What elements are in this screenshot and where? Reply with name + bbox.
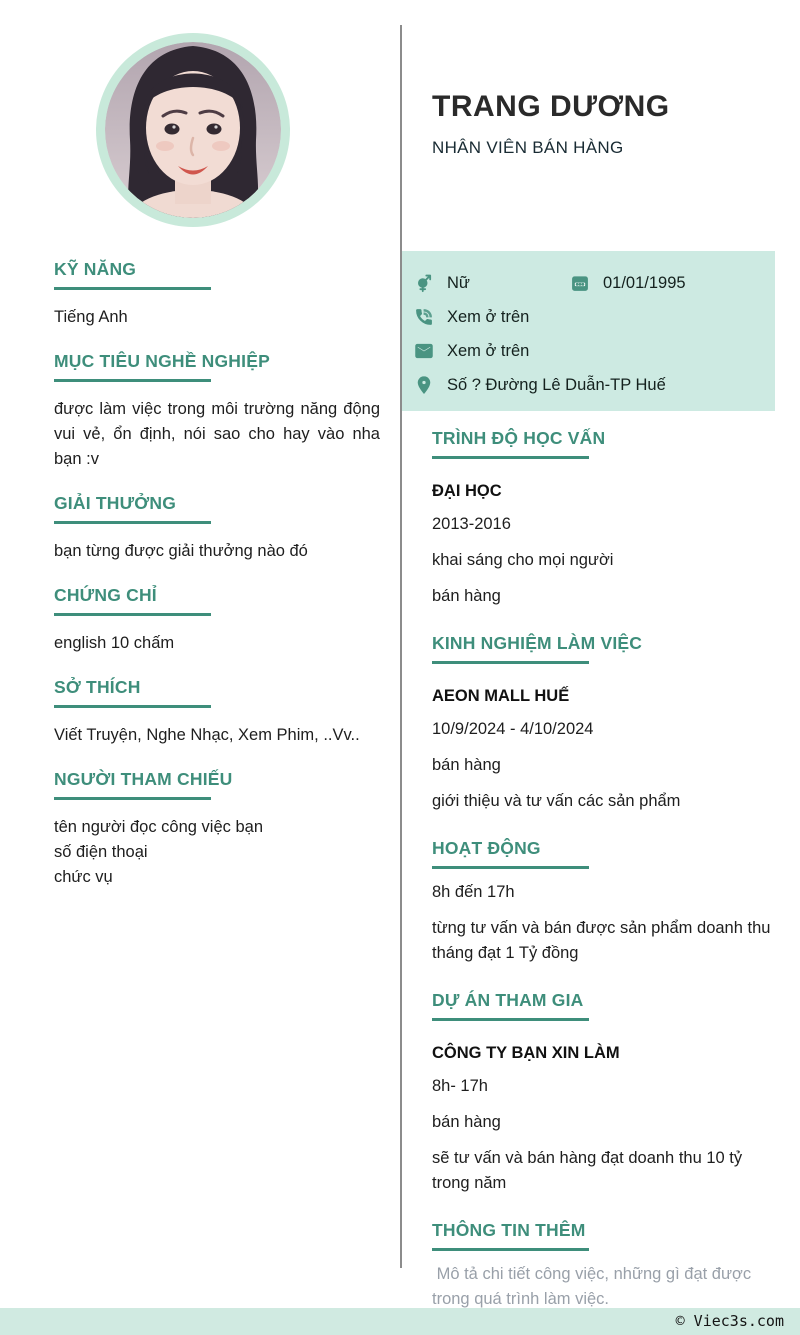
heading-rule [54, 705, 211, 708]
entry-line: bán hàng [432, 587, 501, 605]
heading-rule [54, 521, 211, 524]
section-text: bạn từng được giải thưởng nào đó [54, 542, 308, 560]
section-text: english 10 chấm [54, 634, 175, 652]
section-text: Viết Truyện, Nghe Nhạc, Xem Phim, ..Vv.. [54, 726, 360, 744]
entry-line: khai sáng cho mọi người [432, 551, 614, 569]
placeholder-text: Mô tả chi tiết công việc, những gì đạt được trong quá trình làm việc. [432, 1265, 756, 1308]
heading-rule [432, 866, 589, 869]
footer-credit: © Viec3s.com [675, 1312, 784, 1330]
contact-row-email [414, 334, 769, 368]
gender-value: Nữ [447, 273, 470, 292]
heading-rule [432, 1248, 589, 1251]
entry-line: từng tư vấn và bán được sản phẩm doanh thu tháng đạt 1 Tỷ đồng [432, 919, 771, 962]
heading-rule [432, 1018, 589, 1021]
contact-box [402, 251, 775, 411]
left-column [0, 0, 400, 911]
section-education [432, 428, 779, 609]
section-awards [54, 493, 380, 564]
section-heading: MỤC TIÊU NGHỀ NGHIỆP [54, 351, 270, 371]
section-heading: GIẢI THƯỞNG [54, 493, 177, 513]
section-projects [432, 990, 779, 1196]
section-career-objective [54, 351, 380, 472]
section-text: chức vụ [54, 868, 113, 886]
contact-row-gender-birthday [414, 266, 769, 300]
section-text: tên người đọc công việc bạn [54, 818, 263, 836]
section-heading: SỞ THÍCH [54, 677, 141, 697]
location-pin-icon [414, 375, 434, 395]
section-text: Tiếng Anh [54, 308, 128, 326]
section-skills [54, 259, 380, 330]
entry-line: bán hàng [432, 756, 501, 774]
entry-line: giới thiệu và tư vấn các sản phẩm [432, 792, 681, 810]
heading-rule [54, 613, 211, 616]
heading-rule [54, 797, 211, 800]
job-title: NHÂN VIÊN BÁN HÀNG [432, 138, 624, 157]
section-heading: KỸ NĂNG [54, 259, 137, 279]
section-hobbies [54, 677, 380, 748]
entry-line: 10/9/2024 - 4/10/2024 [432, 720, 594, 738]
section-heading: KINH NGHIỆM LÀM VIỆC [432, 633, 643, 653]
entry-title: AEON MALL HUẾ [432, 687, 570, 705]
entry-title: ĐẠI HỌC [432, 482, 502, 500]
phone-value: Xem ở trên [447, 307, 530, 326]
entry-line: 2013-2016 [432, 515, 511, 533]
contact-row-address [414, 368, 769, 402]
heading-rule [432, 661, 589, 664]
section-additional-info [432, 1220, 779, 1312]
heading-rule [54, 287, 211, 290]
entry-line: sẽ tư vấn và bán hàng đạt doanh thu 10 tỷ trong năm [432, 1149, 743, 1192]
email-value: Xem ở trên [447, 341, 530, 360]
entry-line: bán hàng [432, 1113, 501, 1131]
section-references [54, 769, 380, 890]
entry-line: 8h đến 17h [432, 883, 515, 901]
right-sections [432, 428, 779, 1312]
section-heading: DỰ ÁN THAM GIA [432, 990, 584, 1010]
entry-title: CÔNG TY BẠN XIN LÀM [432, 1044, 620, 1062]
footer-bar [0, 1308, 800, 1335]
section-text: được làm việc trong môi trường năng động vui vẻ, ổn định, nói sao cho hay vào nha bạn :v [54, 400, 380, 468]
portrait-illustration [105, 42, 281, 218]
section-text: số điện thoại [54, 843, 148, 861]
section-heading: NGƯỜI THAM CHIẾU [54, 769, 233, 789]
gender-icon [414, 273, 434, 293]
address-value: Số ? Đường Lê Duẫn-TP Huế [447, 375, 666, 394]
section-work-experience [432, 633, 779, 814]
entry-line: 8h- 17h [432, 1077, 488, 1095]
heading-rule [54, 379, 211, 382]
calendar-icon [570, 273, 590, 293]
section-heading: TRÌNH ĐỘ HỌC VẤN [432, 428, 606, 448]
profile-photo [96, 33, 290, 227]
section-heading: CHỨNG CHỈ [54, 585, 157, 605]
birthday-value: 01/01/1995 [603, 273, 686, 292]
contact-row-phone [414, 300, 769, 334]
section-activities [432, 838, 779, 966]
heading-rule [432, 456, 589, 459]
section-heading: HOẠT ĐỘNG [432, 838, 541, 858]
email-icon [414, 341, 434, 361]
section-certificates [54, 585, 380, 656]
phone-icon [414, 307, 434, 327]
candidate-name: TRANG DƯƠNG [432, 90, 670, 123]
right-column [402, 0, 800, 1335]
section-heading: THÔNG TIN THÊM [432, 1220, 586, 1240]
